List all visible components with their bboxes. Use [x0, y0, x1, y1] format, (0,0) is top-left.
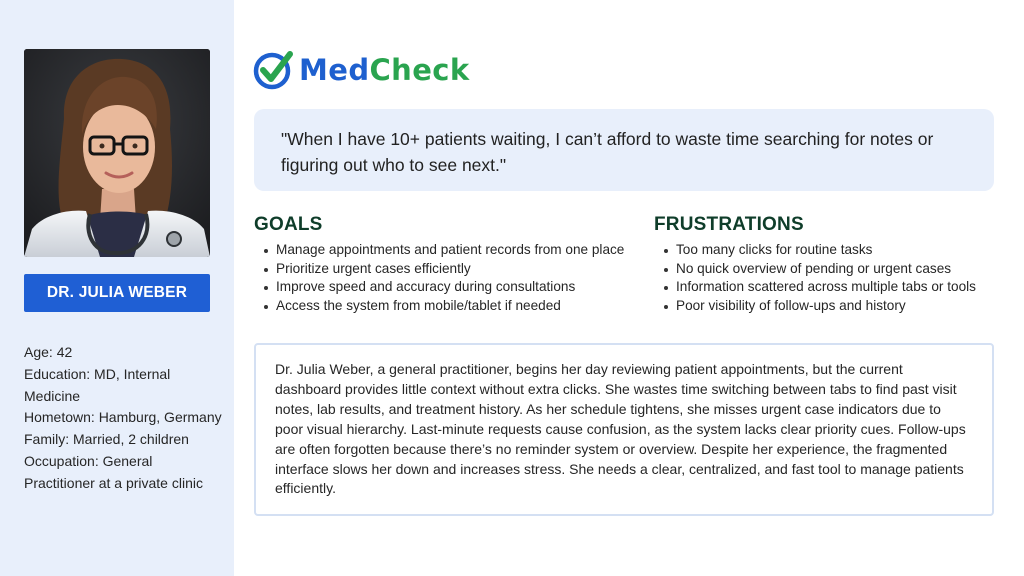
frustration-item: Too many clicks for routine tasks — [654, 241, 976, 260]
persona-name-badge: DR. JULIA WEBER — [24, 274, 210, 312]
frustration-item: Information scattered across multiple tabs or tools — [654, 278, 976, 297]
brand-name — [299, 53, 470, 87]
persona-sidebar — [0, 0, 234, 576]
goal-item: Prioritize urgent cases efficiently — [254, 260, 624, 279]
brand-name-check: Check — [369, 53, 470, 87]
frustrations-list — [654, 241, 976, 315]
persona-info — [24, 342, 224, 495]
brand-logo — [252, 48, 470, 92]
goal-item: Manage appointments and patient records from one place — [254, 241, 624, 260]
goals-heading: GOALS — [254, 214, 323, 235]
persona-quote: "When I have 10+ patients waiting, I can’t afford to waste time searching for notes or figuring out who to see next." — [254, 109, 994, 191]
education-detail: Education: MD, Internal Medicine — [24, 365, 171, 404]
family-detail: Family: Married, 2 children — [24, 431, 189, 448]
frustrations-heading: FRUSTRATIONS — [654, 214, 804, 235]
brand-name-med: Med — [299, 53, 370, 87]
hometown-detail: Hometown: Hamburg, Germany — [24, 409, 222, 426]
goal-item: Access the system from mobile/tablet if needed — [254, 297, 624, 316]
frustration-item: Poor visibility of follow-ups and history — [654, 297, 976, 316]
occupation-detail: Occupation: General Practitioner at a private clinic — [24, 452, 203, 491]
persona-story: Dr. Julia Weber, a general practitioner, begins her day reviewing patient appointments, but the current dashboard provides little context without extra clicks. She wastes time switching between tabs to find past visit notes, lab results, and treatment history. As her schedule tightens, she misses urgent case indicators due to poor visual hierarchy. Last-minute requests cause confusion, as the system lacks clear priority cues. Follow-ups are often forgotten because there’s no reminder system or overview. Despite her experience, the fragmented interface slows her down and increases stress. She needs a clear, centralized, and fast tool to manage patients efficiently. — [254, 343, 994, 516]
persona-photo — [24, 49, 210, 257]
age-detail: Age: 42 — [24, 344, 73, 360]
goals-list — [254, 241, 624, 315]
goal-item: Improve speed and accuracy during consultations — [254, 278, 624, 297]
doctor-portrait-image — [24, 49, 210, 257]
frustration-item: No quick overview of pending or urgent cases — [654, 260, 976, 279]
check-circle-icon — [252, 48, 296, 92]
